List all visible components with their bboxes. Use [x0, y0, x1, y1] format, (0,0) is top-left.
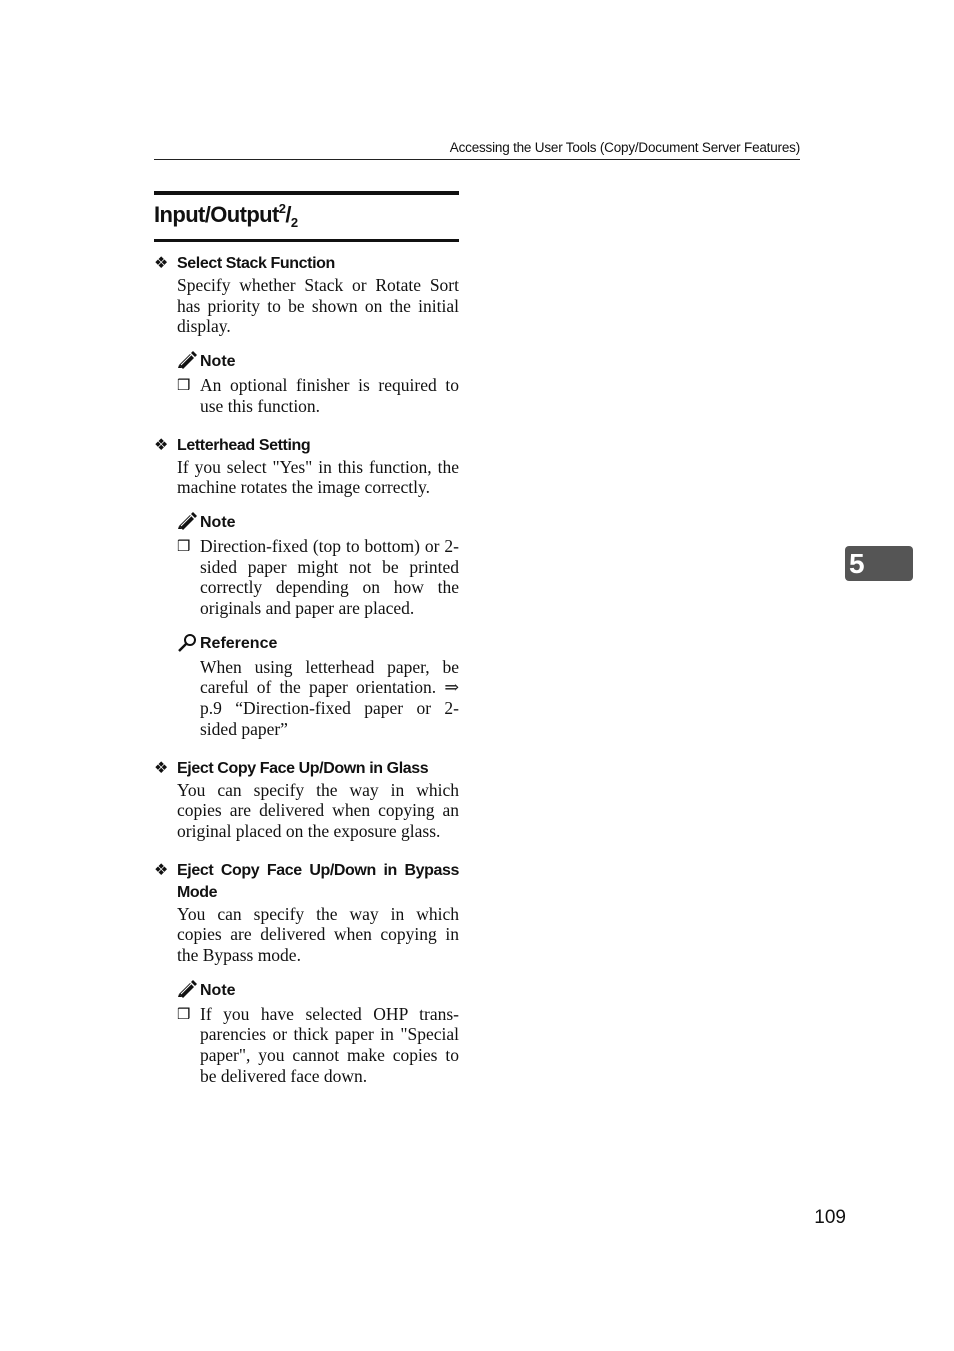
magnifier-reference-icon: [177, 633, 200, 660]
section-heading-text: Letterhead Setting: [177, 436, 311, 454]
section-title-block: [154, 191, 459, 242]
page-title-main: Input/Output: [154, 202, 279, 227]
checkbox-icon: ❒: [177, 376, 191, 395]
section-heading: [154, 758, 459, 780]
page-number: 109: [814, 1207, 846, 1228]
note-label: Note: [200, 513, 236, 531]
section-body: You can specify the way in which copies are delivered when copying an original placed on the exposure glass.: [177, 779, 459, 841]
chapter-number: 5: [849, 548, 865, 579]
page-title-slash: /: [285, 202, 291, 227]
page-title-sup: 2: [278, 201, 286, 216]
running-header-title: Accessing the User Tools (Copy/Document Server Features): [449, 140, 800, 155]
section-heading-text: Eject Copy Face Up/Down in Bypass Mode: [177, 861, 459, 901]
checkbox-icon: ❒: [177, 1004, 191, 1023]
note-label: Note: [200, 981, 236, 999]
reference-heading: [177, 633, 459, 655]
note-item: [177, 535, 459, 619]
pencil-note-icon: [177, 512, 200, 537]
note-heading: [177, 980, 459, 1002]
note-text: An optional finisher is required to use this function.: [200, 375, 459, 416]
checkbox-icon: ❒: [177, 536, 191, 555]
section-heading-text: Select Stack Function: [177, 255, 335, 272]
section-body: You can specify the way in which copies are delivered when copying in the Bypass mode.: [177, 903, 459, 966]
section-heading: [154, 860, 459, 904]
reference-label: Reference: [200, 634, 278, 652]
note-text: Direction-fixed (top to bottom) or 2-sided paper might not be printed correctly depending on how the originals and paper are placed.: [200, 535, 459, 619]
diamond-bullet-icon: ❖: [154, 759, 168, 777]
diamond-bullet-icon: ❖: [154, 436, 168, 454]
section-body: Specify whether Stack or Rotate Sort has priority to be shown on the initial display.: [177, 275, 459, 337]
note-item: [177, 1003, 459, 1087]
section-heading: [154, 435, 459, 457]
pencil-note-icon: [177, 980, 200, 1005]
page-title: [154, 201, 298, 232]
running-header: [154, 138, 800, 160]
reference-text: When using letterhead paper, be careful of the paper orientation. ⇒ p.9 “Direction-fixed paper or 2-sided paper”: [200, 656, 459, 739]
diamond-bullet-icon: ❖: [154, 255, 168, 272]
pencil-note-icon: [177, 351, 200, 376]
section-heading-text: Eject Copy Face Up/Down in Glass: [177, 759, 429, 777]
diamond-bullet-icon: ❖: [154, 861, 168, 879]
section-body: If you select "Yes" in this function, the machine rotates the image correctly.: [177, 456, 459, 498]
section-heading: [154, 253, 459, 275]
content-column: [154, 253, 459, 1087]
note-text: If you have selected OHP transparencies or thick paper in "Special paper", you cannot make copies to be delivered face down.: [200, 1003, 459, 1086]
page-title-sub: 2: [290, 215, 298, 230]
note-heading: [177, 512, 459, 534]
note-label: Note: [200, 353, 236, 371]
note-item: [177, 375, 459, 416]
note-heading: [177, 351, 459, 373]
chapter-tab: [845, 546, 913, 581]
